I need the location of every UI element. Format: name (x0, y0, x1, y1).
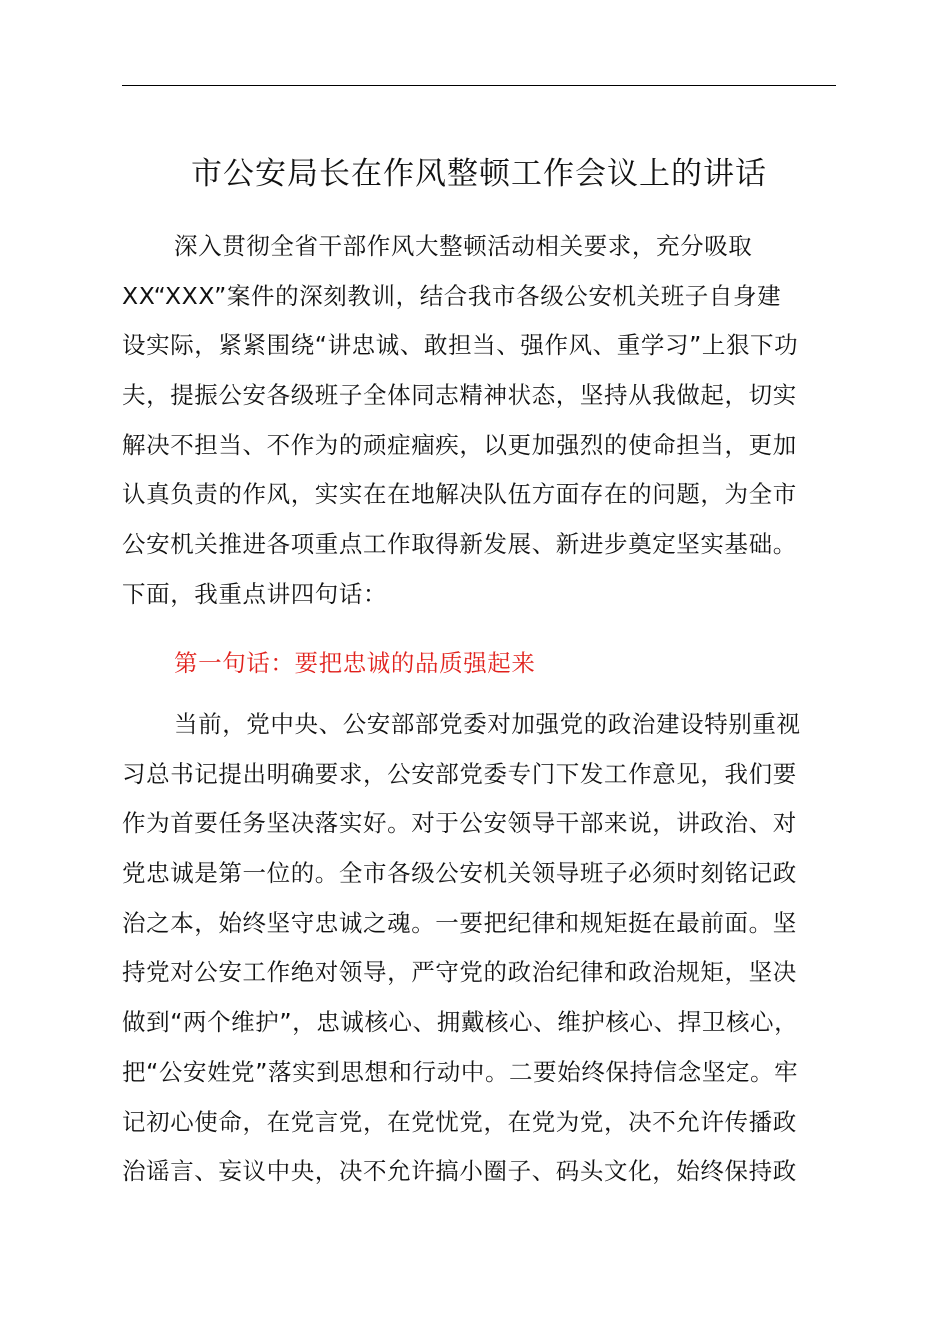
section-heading: 第一句话：要把忠诚的品质强起来 (174, 649, 536, 677)
paragraph-line: 习总书记提出明确要求，公安部党委专门下发工作意见，我们要 (122, 759, 797, 788)
paragraph-line: 把“公安姓党”落实到思想和行动中。二要始终保持信念坚定。牢 (122, 1057, 799, 1086)
paragraph-line: 党忠诚是第一位的。全市各级公安机关领导班子必须时刻铭记政 (122, 859, 797, 888)
paragraph-line: 做到“两个维护”，忠诚核心、拥戴核心、维护核心、捍卫核心， (122, 1008, 799, 1037)
document-title: 市公安局长在作风整顿工作会议上的讲话 (191, 156, 767, 192)
paragraph-line: 深入贯彻全省干部作风大整顿活动相关要求，充分吸取 (174, 232, 753, 260)
paragraph-section1 (122, 700, 836, 1197)
paragraph-line: 治谣言、妄议中央，决不允许搞小圈子、码头文化，始终保持政 (122, 1157, 797, 1186)
paragraph-line: 治之本，始终坚守忠诚之魂。一要把纪律和规矩挺在最前面。坚 (122, 908, 797, 937)
paragraph-line: 认真负责的作风，实实在在地解决队伍方面存在的问题，为全市 (122, 480, 797, 509)
paragraph-line: 当前，党中央、公安部部党委对加强党的政治建设特别重视 (174, 710, 801, 738)
paragraph-line: 夫，提振公安各级班子全体同志精神状态，坚持从我做起，切实 (122, 381, 797, 410)
paragraph-line: XX“XXX”案件的深刻教训，结合我市各级公安机关班子自身建 (122, 281, 782, 310)
paragraph-line: 公安机关推进各项重点工作取得新发展、新进步奠定坚实基础。 (122, 530, 797, 559)
header-rule (122, 85, 836, 86)
paragraph-line: 记初心使命，在党言党，在党忧党，在党为党，决不允许传播政 (122, 1107, 797, 1136)
paragraph-line: 下面，我重点讲四句话： (122, 579, 388, 608)
paragraph-line: 作为首要任务坚决落实好。对于公安领导干部来说，讲政治、对 (122, 809, 797, 838)
paragraph-line: 持党对公安工作绝对领导，严守党的政治纪律和政治规矩，坚决 (122, 958, 797, 987)
paragraph-line: 解决不担当、不作为的顽症痼疾，以更加强烈的使命担当，更加 (122, 430, 797, 459)
paragraph-intro (122, 222, 836, 620)
paragraph-line: 设实际，紧紧围绕“讲忠诚、敢担当、强作风、重学习”上狠下功 (122, 331, 799, 360)
